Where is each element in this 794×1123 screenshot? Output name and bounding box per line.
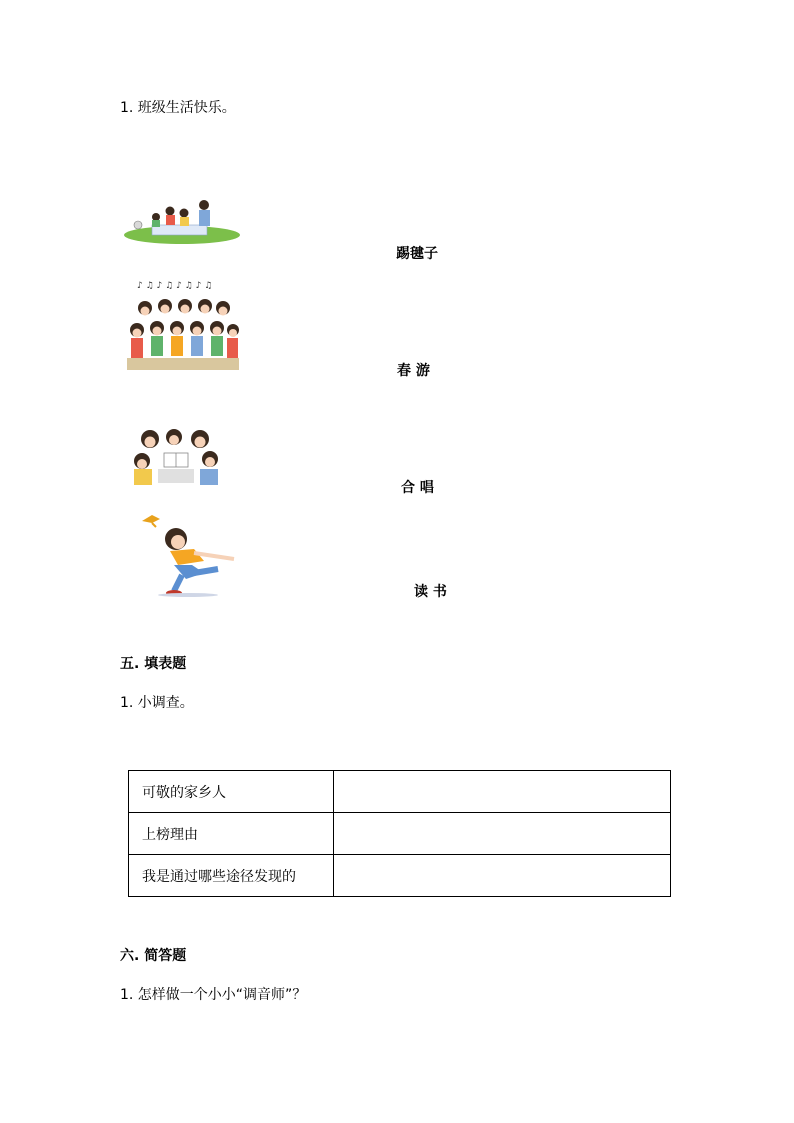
answer-cell[interactable] (334, 771, 671, 813)
table-row (129, 813, 671, 855)
row-label: 上榜理由 (129, 813, 334, 855)
option-jianzi: 踢毽子 (396, 246, 438, 262)
answer-cell[interactable] (334, 855, 671, 897)
choir-illustration (123, 276, 243, 374)
survey-table (128, 770, 671, 897)
section-fill-table-title: 五. 填表题 (120, 656, 187, 672)
table-row (129, 771, 671, 813)
reading-illustration (128, 425, 224, 489)
question-tuner: 1. 怎样做一个小小“调音师”？ (120, 987, 307, 1003)
question-survey: 1. 小调查。 (120, 695, 194, 711)
svg-text:♪ ♫ ♪ ♫ ♪ ♫ ♪ ♫: ♪ ♫ ♪ ♫ ♪ ♫ ♪ ♫ (137, 281, 213, 291)
question-class-life: 1. 班级生活快乐。 (120, 100, 236, 116)
row-label: 我是通过哪些途径发现的 (129, 855, 334, 897)
option-dushu: 读 书 (414, 584, 447, 600)
jianzi-illustration (134, 509, 242, 597)
row-label: 可敬的家乡人 (129, 771, 334, 813)
table-row (129, 855, 671, 897)
option-chunyou: 春 游 (397, 363, 430, 379)
answer-cell[interactable] (334, 813, 671, 855)
option-hechang: 合 唱 (401, 480, 434, 496)
section-short-answer-title: 六. 简答题 (120, 948, 187, 964)
picnic-illustration (122, 193, 240, 245)
